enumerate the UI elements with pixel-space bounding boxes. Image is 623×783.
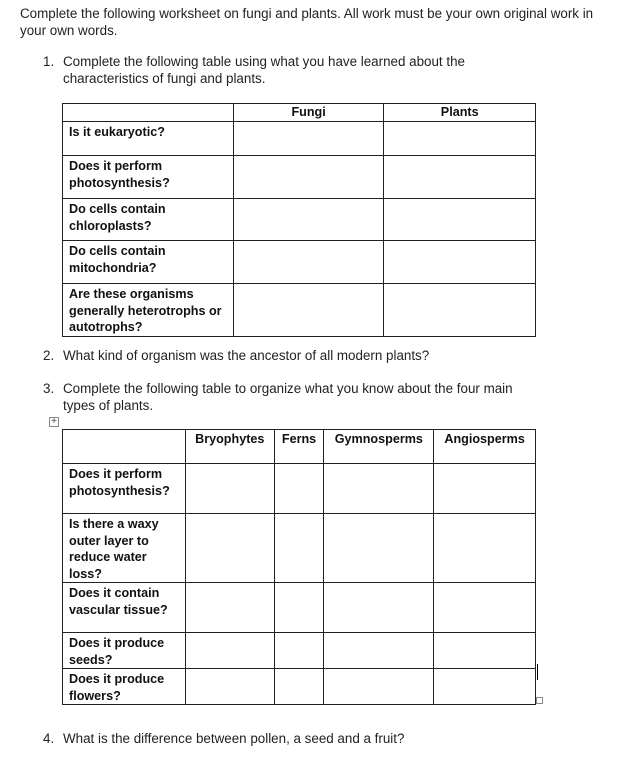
answer-cell[interactable] [274, 633, 324, 669]
header-ferns: Ferns [274, 430, 324, 464]
text-cursor [537, 664, 538, 680]
row-label: Does it produce seeds? [63, 633, 186, 669]
question-text: Complete the following table using what you have learned about the characteristics of fungi and plants. [63, 54, 465, 86]
header-bryophytes: Bryophytes [185, 430, 274, 464]
fungi-plants-table [62, 103, 536, 337]
answer-cell[interactable] [324, 583, 434, 633]
answer-cell[interactable] [233, 122, 384, 156]
answer-cell[interactable] [274, 669, 324, 705]
row-label: Does it perform photosynthesis? [63, 464, 186, 514]
row-label: Is there a waxy outer layer to reduce water loss? [63, 514, 186, 583]
plant-types-table [62, 429, 536, 705]
row-label: Is it eukaryotic? [63, 122, 234, 156]
intro-text: Complete the following worksheet on fungi and plants. All work must be your own original work in your own words. [20, 6, 594, 38]
answer-cell[interactable] [274, 583, 324, 633]
answer-cell[interactable] [324, 464, 434, 514]
answer-cell[interactable] [324, 514, 434, 583]
header-gymnosperms: Gymnosperms [324, 430, 434, 464]
row-label: Are these organisms generally heterotrophs or autotrophs? [63, 284, 234, 337]
header-blank [63, 430, 186, 464]
header-fungi: Fungi [233, 104, 384, 122]
question-text: Complete the following table to organize what you know about the four main types of plants. [63, 381, 513, 413]
answer-cell[interactable] [384, 241, 536, 284]
answer-cell[interactable] [185, 633, 274, 669]
answer-cell[interactable] [185, 583, 274, 633]
row-label: Does it perform photosynthesis? [63, 156, 234, 199]
answer-cell[interactable] [384, 284, 536, 337]
answer-cell[interactable] [384, 122, 536, 156]
answer-cell[interactable] [274, 464, 324, 514]
question-number: 3. [43, 381, 55, 396]
answer-cell[interactable] [434, 514, 536, 583]
header-angiosperms: Angiosperms [434, 430, 536, 464]
answer-cell[interactable] [233, 156, 384, 199]
answer-cell[interactable] [185, 514, 274, 583]
header-blank [63, 104, 234, 122]
header-plants: Plants [384, 104, 536, 122]
answer-cell[interactable] [233, 284, 384, 337]
answer-cell[interactable] [233, 199, 384, 241]
answer-cell[interactable] [434, 633, 536, 669]
question-number: 2. [43, 348, 55, 363]
question-number: 1. [43, 54, 55, 69]
answer-cell[interactable] [434, 464, 536, 514]
question-number: 4. [43, 731, 55, 746]
question-text: What is the difference between pollen, a seed and a fruit? [63, 731, 405, 746]
answer-cell[interactable] [324, 669, 434, 705]
answer-cell[interactable] [324, 633, 434, 669]
row-label: Does it contain vascular tissue? [63, 583, 186, 633]
answer-cell[interactable] [233, 241, 384, 284]
answer-cell[interactable] [384, 156, 536, 199]
answer-cell[interactable] [384, 199, 536, 241]
answer-cell[interactable] [434, 669, 536, 705]
row-label: Does it produce flowers? [63, 669, 186, 705]
row-label: Do cells contain mitochondria? [63, 241, 234, 284]
answer-cell[interactable] [185, 464, 274, 514]
table-move-icon[interactable]: + [49, 417, 59, 427]
table-resize-icon[interactable] [536, 697, 543, 704]
question-text: What kind of organism was the ancestor of all modern plants? [63, 348, 430, 363]
row-label: Do cells contain chloroplasts? [63, 199, 234, 241]
answer-cell[interactable] [185, 669, 274, 705]
answer-cell[interactable] [434, 583, 536, 633]
answer-cell[interactable] [274, 514, 324, 583]
